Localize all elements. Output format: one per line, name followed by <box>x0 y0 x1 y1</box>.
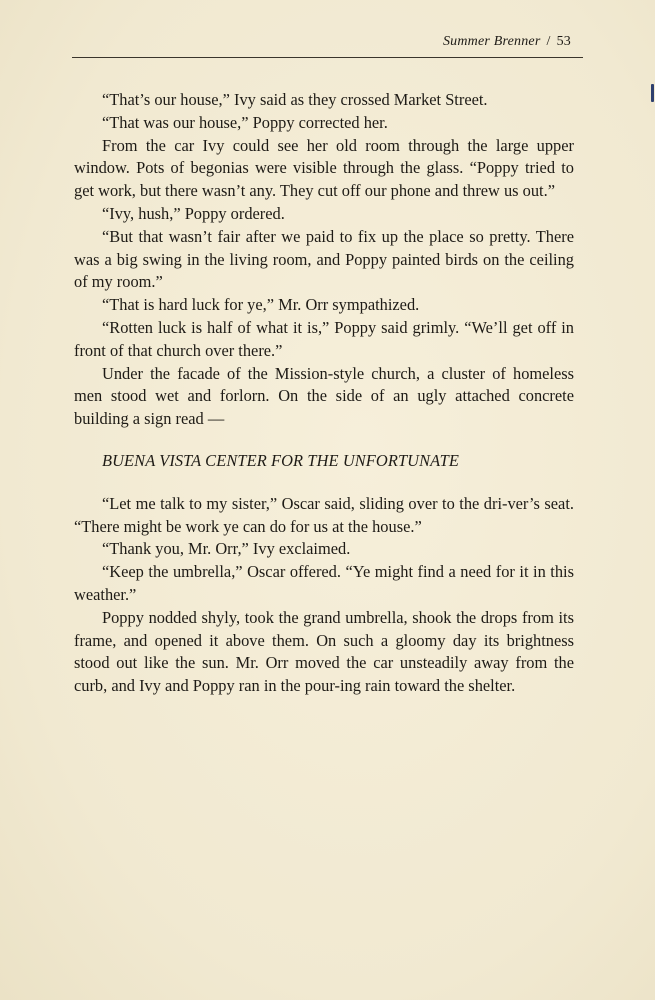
page-edge-mark <box>651 84 654 102</box>
paragraph: “Thank you, Mr. Orr,” Ivy exclaimed. <box>102 539 351 559</box>
author-name: Summer Brenner <box>442 34 541 49</box>
paragraph: “Keep the umbrella,” Oscar offered. “Ye might find a need for it in this weather.” <box>74 562 574 604</box>
page-number: 53 <box>556 34 571 49</box>
paragraph: “Ivy, hush,” Poppy ordered. <box>102 203 285 223</box>
running-head <box>443 34 571 50</box>
paragraph: Poppy nodded shyly, took the grand umbrella, shook the drops from its frame, and opened it above them. On such a gloomy day its brightness stood out like the sun. Mr. Orr moved the car unsteadily away from the curb, and Ivy and Poppy ran in the pour-ing rain toward the shelter. <box>74 607 574 696</box>
paragraph: From the car Ivy could see her old room through the large upper window. Pots of begonias were visible through the glass. “Poppy tried to get work, but there wasn’t any. They cut off our phone and threw us out.” <box>74 135 574 201</box>
header-rule <box>72 57 583 58</box>
header-separator: / <box>546 34 551 49</box>
paragraph: “That is hard luck for ye,” Mr. Orr sympathized. <box>102 295 420 315</box>
paragraph: Under the facade of the Mission-style church, a cluster of homeless men stood wet and forlorn. On the side of an ugly attached concrete building a sign read — <box>74 363 574 429</box>
paragraph: “That’s our house,” Ivy said as they crossed Market Street. <box>102 90 488 109</box>
sign-text: BUENA VISTA CENTER FOR THE UNFORTUNATE <box>102 450 459 470</box>
body-text <box>74 89 574 698</box>
paragraph: “That was our house,” Poppy corrected her. <box>102 112 388 132</box>
paragraph: “Rotten luck is half of what it is,” Poppy said grimly. “We’ll get off in front of that church over there.” <box>74 317 574 360</box>
paragraph: “Let me talk to my sister,” Oscar said, sliding over to the dri-ver’s seat. “There might be work ye can do for us at the house.” <box>74 493 574 536</box>
paragraph: “But that wasn’t fair after we paid to fix up the place so pretty. There was a big swing in the living room, and Poppy painted birds on the ceiling of my room.” <box>74 226 574 292</box>
